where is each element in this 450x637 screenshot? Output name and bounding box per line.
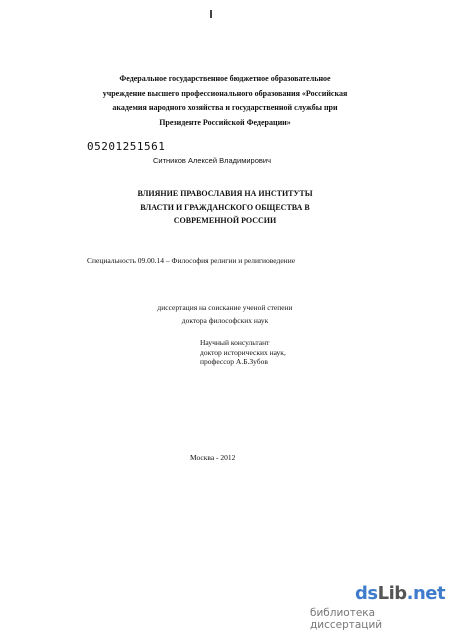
advisor-block [200,338,286,367]
title-line: СОВРЕМЕННОЙ РОССИИ [173,216,277,225]
dissertation-title [110,187,340,228]
advisor-line: доктор исторических наук, [200,347,286,357]
logo-lib: Lib [377,583,407,604]
degree-line: диссертация на соискание ученой степени [157,303,293,312]
document-code: 05201251561 [87,140,166,153]
advisor-line: профессор А.Б.Зубов [200,357,268,366]
watermark-text: библиотека диссертаций [310,607,383,631]
advisor-line: Научный консультант [200,338,270,347]
title-line: ВЛИЯНИЕ ПРАВОСЛАВИЯ НА ИНСТИТУТЫ [137,189,313,198]
organization-line: академия народного хозяйства и государственной службы при [112,103,338,112]
title-line: ВЛАСТИ И ГРАЖДАНСКОГО ОБЩЕСТВА В [140,202,310,212]
specialty: Специальность 09.00.14 – Философия религии и религиоведение [87,256,296,265]
organization-line: Президенте Российской Федерации» [159,117,291,127]
organization-block [80,72,370,130]
logo-ds: ds [355,583,378,604]
scan-mark [210,10,212,18]
organization-line: Федеральное государственное бюджетное образовательное [119,74,331,83]
degree-line: доктора философских наук [181,316,269,325]
city-year: Москва - 2012 [190,453,236,462]
logo-net: .net [406,583,446,604]
dslib-logo[interactable] [355,583,445,604]
degree-block [140,301,310,327]
author-name: Ситников Алексей Владимирович [153,156,271,165]
organization-line: учреждение высшего профессионального образования «Российская [102,88,348,98]
